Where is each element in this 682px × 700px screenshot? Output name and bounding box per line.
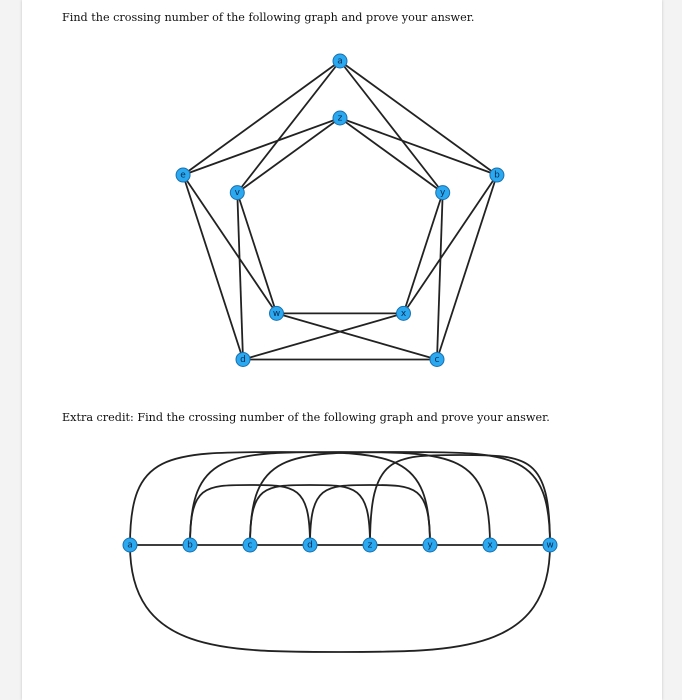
document-page [22, 0, 662, 700]
graph2-node-c [243, 538, 257, 552]
graph2-node-d-label: d [307, 540, 313, 551]
graph1-node-w-label: w [272, 308, 281, 319]
graph1-node-b-label: b [494, 170, 500, 181]
graph2-arc-edge-z-w [370, 455, 550, 545]
graph2-node-w [543, 538, 557, 552]
graph2-node-a [123, 538, 137, 552]
graph2-node-x [483, 538, 497, 552]
graph1-node-c-label: c [434, 354, 440, 365]
graph2-node-z [363, 538, 377, 552]
graph1-node-y-label: y [440, 188, 446, 199]
graph2-node-x-label: x [487, 540, 493, 551]
graph2-node-z-label: z [367, 540, 373, 551]
graph2-node-b-label: b [187, 540, 193, 551]
graph1-node-z-label: z [337, 113, 343, 124]
graph1-node-x-label: x [400, 308, 407, 319]
graph2-node-d [303, 538, 317, 552]
path-arc-graph-figure [22, 0, 662, 700]
graph2-node-c-label: c [247, 540, 253, 551]
graph2-node-a-label: a [127, 540, 133, 551]
graph2-node-y [423, 538, 437, 552]
graph2-node-b [183, 538, 197, 552]
graph1-node-v-label: v [234, 188, 240, 199]
graph2-bottom-edge-a-w [130, 545, 550, 652]
graph2-node-y-label: y [427, 540, 433, 551]
graph1-node-d-label: d [240, 354, 246, 365]
graph1-node-e-label: e [180, 170, 186, 181]
question-2-extra-credit: Extra credit: Find the crossing number of the following graph and prove your answer. [62, 411, 550, 424]
graph2-arc-edge-b-x [190, 452, 490, 545]
question-1: Find the crossing number of the following graph and prove your answer. [62, 11, 475, 24]
graph2-node-w-label: w [546, 540, 554, 551]
graph1-node-a-label: a [337, 56, 343, 67]
